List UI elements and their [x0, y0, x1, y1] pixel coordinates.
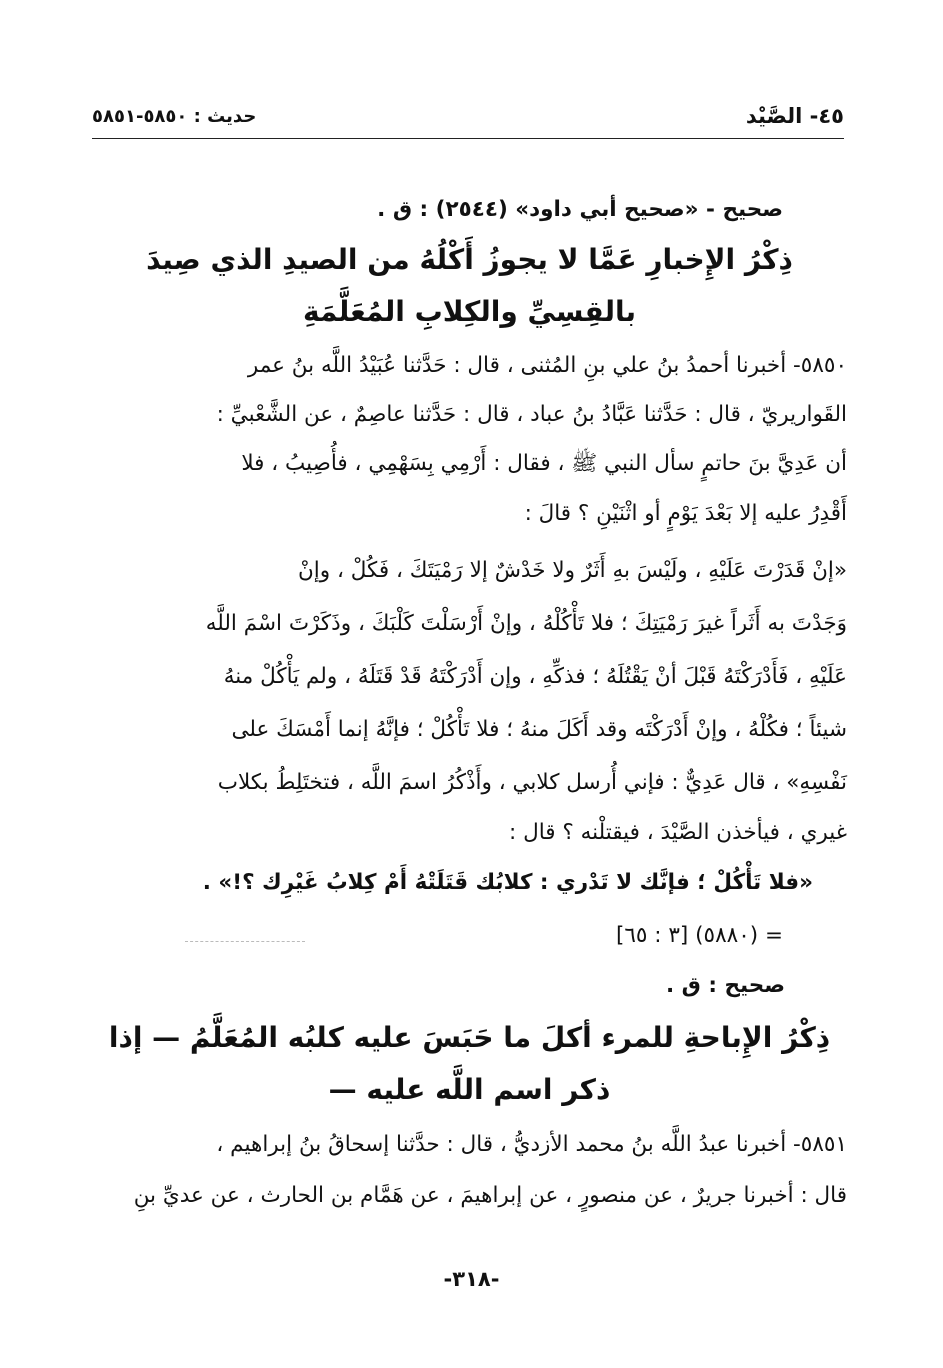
hadith-text-line: القَواريريّ ، قال : حَدَّثنا عَبَّادُ بنُ عباد ، قال : حَدَّثنا عاصِمٌ ، عن الشَّعْبيِّ :: [216, 402, 847, 427]
section-heading-line-1: ذِكْرُ الإِخبارِ عَمَّا لا يجوزُ أَكْلُهُ من الصيدِ الذي صِيدَ: [146, 243, 793, 276]
hadith-text-line: عَلَيْهِ ، فَأَدْرَكْتَهُ قَبْلَ أنْ يَقْتُلَهُ ؛ فذكِّهِ ، وإن أَدْرَكْتَهُ قَدْ قَتَلَهُ ، ولم يَأْكُلْ منهُ: [223, 664, 847, 689]
hadith-text-line: شيئاً ؛ فكُلْهُ ، وإنْ أَدْرَكْتَه وقد أَكَلَ منهُ ؛ فلا تَأْكُلْ ؛ فإنَّهُ إنما أَمْسَكَ على: [231, 717, 847, 742]
hadith-text-line: غيري ، فيأخذن الصَّيْدَ ، فيقتلْنه ؟ قال :: [509, 820, 847, 845]
page-number: -٣١٨-: [443, 1267, 500, 1291]
hadith-text-line: نَفْسِهِ» ، قال عَدِيٌّ : فإني أُرسل كلابي ، وأَذْكُرُ اسمَ اللَّه ، فتختَلِطُ بكلاب: [217, 770, 847, 795]
hadith-final-quote: «فلا تَأْكُلْ ؛ فإنَّك لا تَدْري : كلابُك قَتَلَتْهُ أَمْ كِلابُ غَيْرِك ؟!» .: [202, 870, 813, 895]
hadith-text-line: أن عَدِيَّ بنَ حاتمٍ سأل النبي ﷺ ، فقال : أَرْمِي بِسَهْمِي ، فأُصِيبُ ، فلا: [241, 451, 847, 476]
grading-line: صحيح - «صحيح أبي داود» (٢٥٤٤) : ق .: [377, 197, 783, 222]
running-header: [92, 104, 844, 139]
section-heading-line-1: ذِكْرُ الإِباحةِ للمرء أكلَ ما حَبَسَ عليه كلبُه المُعَلَّمُ — إذا: [108, 1021, 831, 1054]
section-heading-line-2: بالقِسِيِّ والكِلابِ المُعَلَّمَةِ: [302, 295, 637, 328]
grading-line-2: صحيح : ق .: [666, 973, 785, 998]
hadith-text-line: وَجَدْتَ به أَثَراً غيرَ رَمْيَتِكَ ؛ فلا تَأْكُلْهُ ، وإنْ أَرْسَلْتَ كَلْبَكَ ، وذَكَرْتَ اسْمَ اللَّه: [205, 611, 847, 636]
hadith-text-line: قال : أخبرنا جريرٌ ، عن منصورٍ ، عن إبراهيمَ ، عن هَمَّام بن الحارث ، عن عديِّ بنِ: [133, 1183, 847, 1208]
hadith-text-line: ٥٨٥١- أخبرنا عبدُ اللَّه بنُ محمد الأزديُّ ، قال : حدَّثنا إسحاقُ بنُ إبراهيم ،: [216, 1132, 847, 1157]
hadith-range: حديث : ٥٨٥٠-٥٨٥١: [92, 106, 257, 127]
chapter-title: ٤٥- الصَّيْد: [745, 104, 844, 128]
section-heading-line-2: ذكر اسم اللَّه عليه —: [328, 1073, 611, 1106]
cross-reference: = (٥٨٨٠) [٣ : ٦٥]: [615, 923, 783, 948]
hadith-text-line: ٥٨٥٠- أخبرنا أحمدُ بنُ علي بنِ المُثنى ، قال : حَدَّثنا عُبَيْدُ اللَّه بنُ عمر: [247, 353, 847, 378]
hadith-text-line: «إنْ قَدَرْتَ عَلَيْهِ ، ولَيْسَ بهِ أَثَرٌ ولا خَدْشٌ إلا رَمْيَتَكَ ، فَكُلْ ، وإنْ: [298, 558, 847, 583]
separator-rule: [185, 941, 305, 942]
hadith-text-line: أَقْدِرُ عليه إلا بَعْدَ يَوْمٍ أو اثْنَيْنِ ؟ قالَ :: [524, 501, 847, 526]
